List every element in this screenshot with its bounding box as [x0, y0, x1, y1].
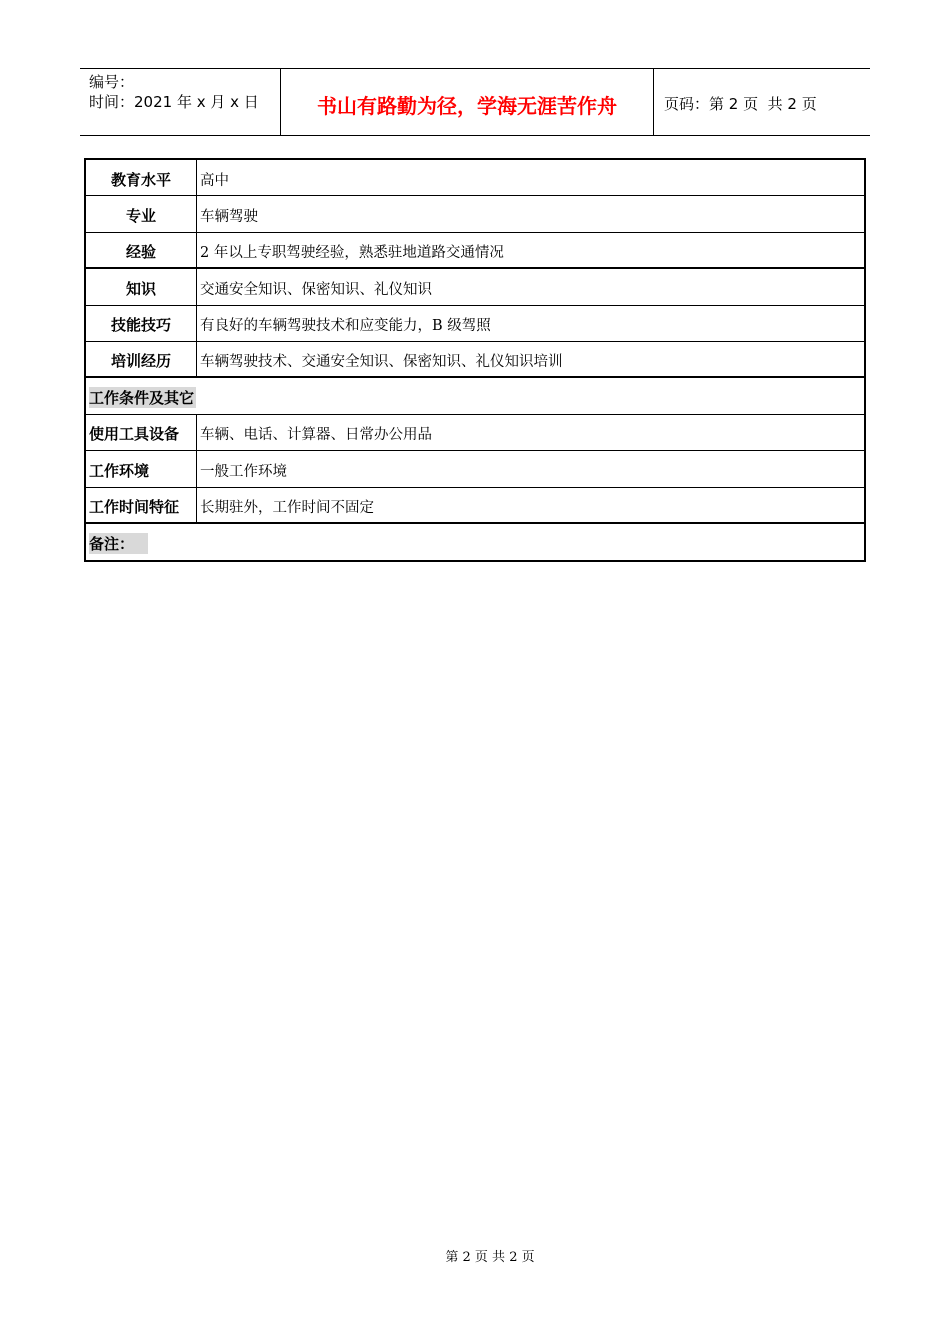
header-motto: 书山有路勤为径，学海无涯苦作舟 — [281, 69, 654, 135]
row-value: 车辆驾驶技术、交通安全知识、保密知识、礼仪知识培训 — [200, 354, 563, 371]
row-label: 经验 — [86, 233, 197, 267]
row-label: 教育水平 — [86, 160, 197, 195]
page-info-text: 页码：第 2 页 共 2 页 — [664, 94, 817, 113]
row-value: 长期驻外，工作时间不固定 — [200, 499, 374, 516]
row-label: 专业 — [86, 196, 197, 231]
table-row-education — [86, 160, 864, 196]
job-requirements-table — [84, 158, 866, 562]
row-value: 交通安全知识、保密知识、礼仪知识 — [200, 281, 432, 298]
section-title-cell — [86, 378, 864, 413]
table-row-experience — [86, 233, 864, 269]
header-meta — [80, 69, 281, 135]
table-row-skills — [86, 306, 864, 342]
row-label: 培训经历 — [86, 342, 197, 376]
row-value: 有良好的车辆驾驶技术和应变能力，B 级驾照 — [200, 318, 491, 335]
document-date: 时间：2021 年 x 月 x 日 — [89, 93, 259, 111]
section-title: 工作条件及其它 — [89, 389, 195, 408]
row-value: 车辆、电话、计算器、日常办公用品 — [200, 427, 432, 444]
table-row-notes — [86, 524, 864, 560]
page-footer: 第 2 页 共 2 页 — [445, 1250, 535, 1265]
table-row-knowledge — [86, 269, 864, 305]
table-row-major — [86, 196, 864, 232]
row-label: 使用工具设备 — [86, 415, 197, 450]
table-row-work-hours — [86, 488, 864, 524]
row-label: 技能技巧 — [86, 306, 197, 341]
table-section-header — [86, 378, 864, 414]
row-value: 2 年以上专职驾驶经验，熟悉驻地道路交通情况 — [200, 244, 504, 261]
row-label: 知识 — [86, 269, 197, 304]
table-row-training — [86, 342, 864, 378]
row-label: 工作时间特征 — [86, 488, 197, 522]
document-number: 编号： — [89, 73, 135, 91]
row-label: 工作环境 — [86, 451, 197, 486]
header-page-info — [654, 69, 870, 135]
table-row-tools — [86, 415, 864, 451]
notes-label: 备注： — [89, 533, 148, 554]
table-row-environment — [86, 451, 864, 487]
row-value: 一般工作环境 — [200, 463, 287, 480]
notes-cell — [86, 524, 864, 560]
row-value: 高中 — [200, 172, 229, 189]
row-value: 车辆驾驶 — [200, 209, 258, 226]
page-header — [80, 68, 870, 136]
